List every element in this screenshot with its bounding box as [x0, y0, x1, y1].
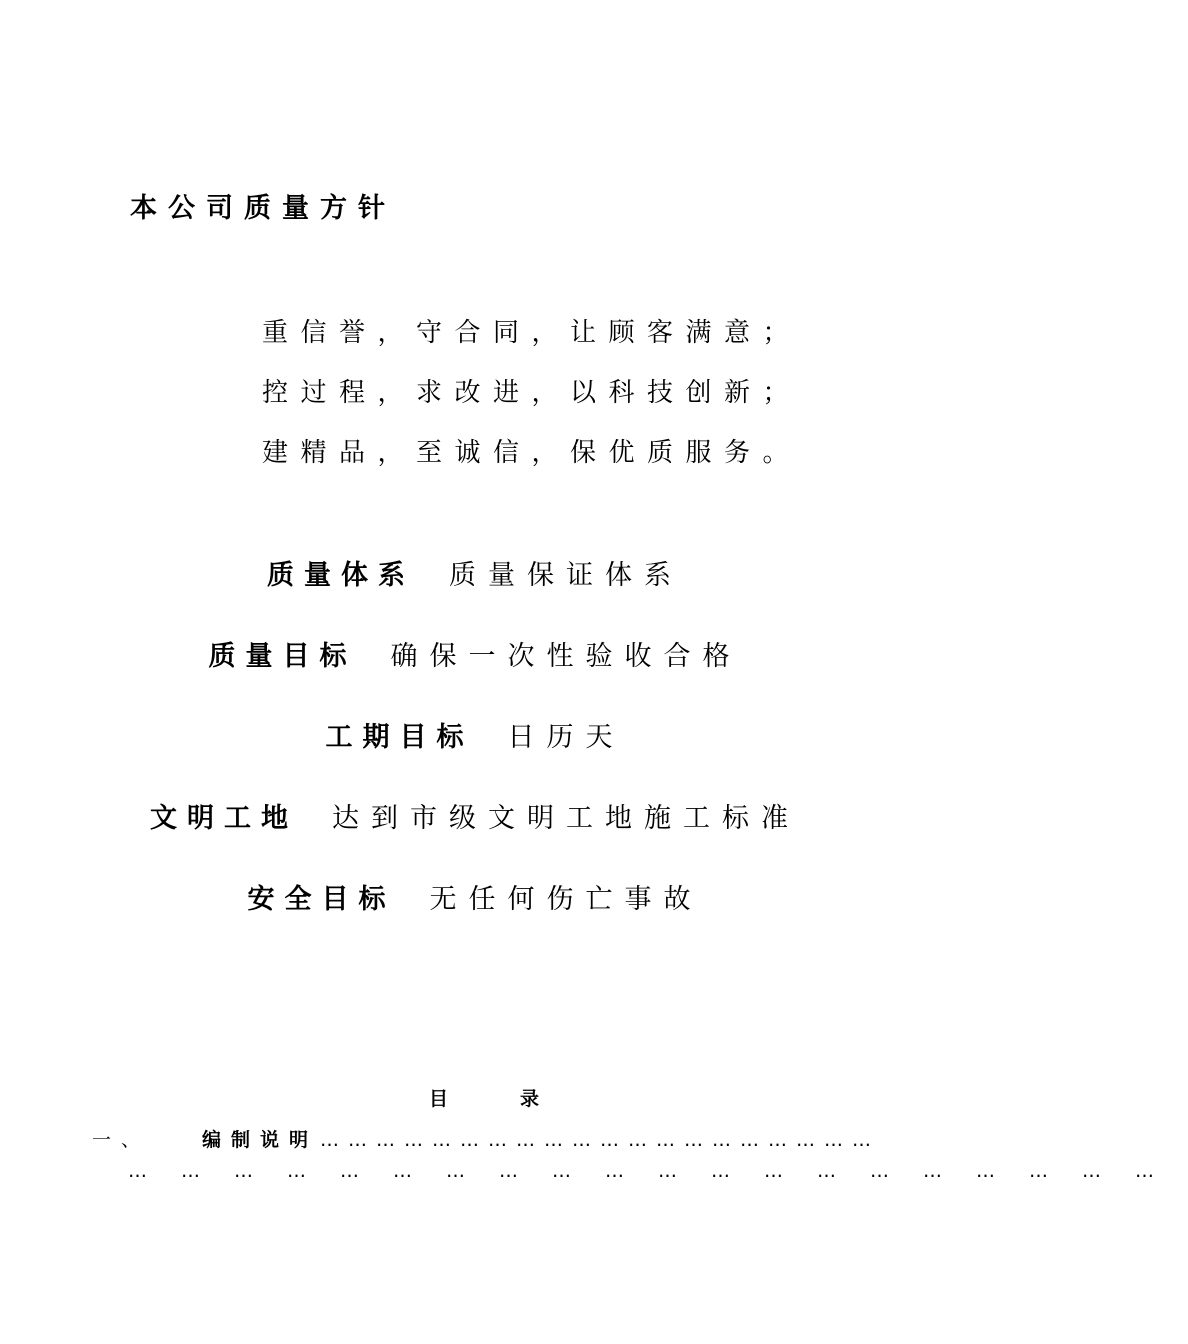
toc-item-label: 编制说明 [202, 1129, 319, 1151]
goal-key: 工期目标 [325, 722, 474, 753]
goal-row-quality-system [0, 553, 950, 592]
goal-key: 质量体系 [267, 560, 415, 591]
goal-value: 日历天 [507, 722, 625, 753]
goal-row-quality-target [0, 634, 950, 673]
goal-key: 文明工地 [150, 803, 298, 834]
toc-item-number: 一、 [92, 1129, 151, 1151]
goal-value: 质量保证体系 [449, 560, 683, 591]
goal-key: 安全目标 [247, 884, 396, 915]
policy-line-3: 建精品，至诚信，保优质服务。 [262, 438, 802, 468]
goal-value: 达到市级文明工地施工标准 [332, 803, 800, 834]
toc-item-leader-dots: …………………………………………………… [320, 1129, 881, 1151]
policy-line-1: 重信誉，守合同，让顾客满意； [262, 318, 802, 348]
toc-item-line[interactable] [92, 1125, 880, 1152]
toc-title [429, 1084, 539, 1111]
goal-row-schedule-target [0, 715, 950, 754]
toc-item-leader-dots-continued: …………………………………………………… [128, 1160, 1188, 1182]
goal-key: 质量目标 [208, 641, 357, 672]
goal-row-civilized-site [0, 796, 950, 835]
goal-row-safety-target [0, 877, 950, 916]
toc-title-right: 录 [520, 1088, 540, 1110]
toc-title-left: 目 [429, 1088, 449, 1110]
policy-line-2: 控过程，求改进，以科技创新； [262, 378, 802, 408]
goal-value: 无任何伤亡事故 [429, 884, 703, 915]
policy-title: 本公司质量方针 [130, 193, 396, 224]
goal-value: 确保一次性验收合格 [390, 641, 742, 672]
